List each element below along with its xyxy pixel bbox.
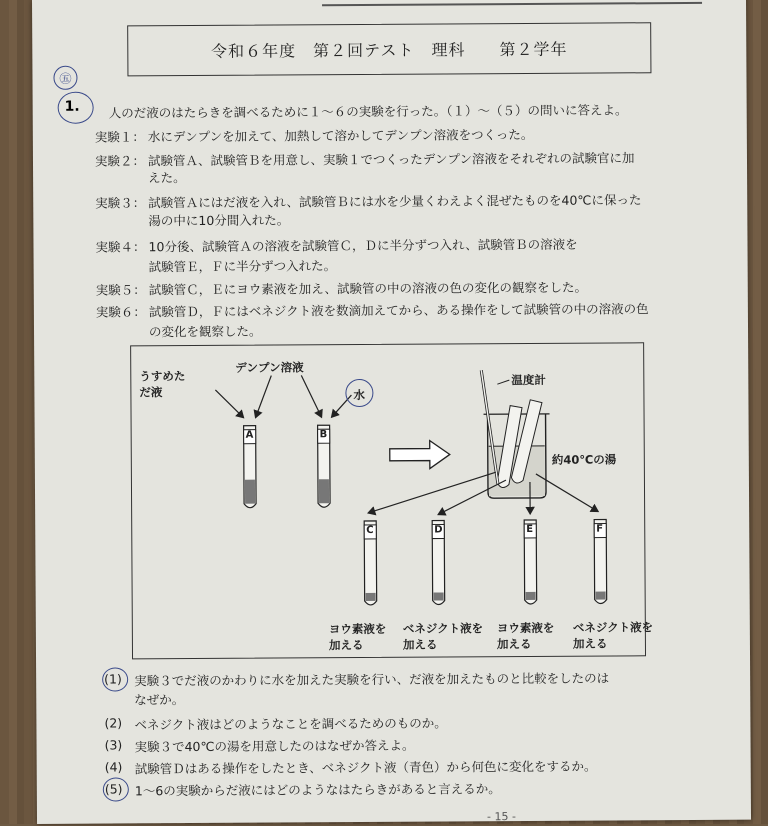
exp4-line2: 試験管Ｅ，Ｆに半分ずつ入れた。: [149, 256, 337, 275]
hot-water-label: 約40℃の湯: [552, 451, 617, 467]
figure-drawing: [131, 343, 645, 658]
starch-solution-label: デンプン溶液: [235, 359, 303, 375]
thermometer-label: 温度計: [511, 372, 546, 388]
exp3-line2: 湯の中に10分間入れた。: [148, 210, 289, 229]
water-label: 水: [353, 387, 365, 403]
exp4-line1: 10分後、試験管Ａの溶液を試験管Ｃ，Ｄに半分ずつ入れ、試験管Ｂの溶液を: [148, 235, 577, 256]
subq5-num: (5): [105, 781, 123, 796]
water-circle: [345, 379, 373, 407]
exp6-line1: 試験管Ｄ，Ｆにはベネジクト液を数滴加えてから、ある操作をして試験管の中の溶液の色: [149, 299, 649, 320]
exp1-line1: 水にデンプンを加えて、加熱して溶かしてデンプン溶液をつくった。: [148, 125, 534, 145]
reagent-e-2: 加える: [497, 636, 532, 652]
top-line: [322, 0, 702, 6]
reagent-e-1: ヨウ素液を: [497, 620, 555, 636]
page-number: - 15 -: [487, 810, 516, 823]
tube-label-a: A: [246, 430, 254, 441]
tube-label-c: C: [366, 525, 373, 536]
exam-sheet: [32, 0, 751, 824]
subq5-line1: 1～6の実験からだ液にはどのようなはたらきがあると言えるか。: [135, 779, 501, 799]
question-number: 1.: [65, 99, 80, 115]
subq1-line2: なぜか。: [134, 690, 184, 708]
beaker: [481, 370, 550, 498]
exp6-label: 実験６：: [96, 302, 146, 320]
reagent-c-1: ヨウ素液を: [329, 621, 387, 637]
reagent-f-1: ベネジクト液を: [573, 619, 653, 635]
exp5-label: 実験５：: [96, 280, 146, 298]
reagent-c-2: 加える: [329, 637, 364, 653]
exp3-line1: 試験管Ａにはだ液を入れ、試験管Ｂには水を少量くわえよく混ぜたものを40℃に保った: [148, 190, 641, 211]
reagent-d-2: 加える: [403, 637, 438, 653]
handwritten-score-mark: ㊄: [59, 69, 71, 86]
exp3-label: 実験３：: [95, 193, 145, 211]
process-arrow: [390, 440, 450, 468]
exp5-line1: 試験管Ｃ，Ｅにヨウ素液を加え、試験管の中の溶液の色の変化の観察をした。: [149, 278, 587, 299]
exp6-line2: の変化を観察した。: [149, 322, 262, 341]
handwritten-score-circle: [53, 66, 77, 90]
exp1-label: 実験１：: [95, 127, 145, 145]
exp2-label: 実験２：: [95, 151, 145, 169]
reagent-f-2: 加える: [573, 635, 608, 651]
subq3-num: (3): [105, 737, 123, 752]
tube-label-b: B: [320, 429, 328, 440]
tube-label-f: F: [596, 524, 603, 535]
tube-label-d: D: [434, 525, 442, 536]
subq1-num: (1): [104, 671, 122, 686]
subq4-num: (4): [105, 759, 123, 774]
subq1-line1: 実験３でだ液のかわりに水を加えた実験を行い、だ液を加えたものと比較をしたのは: [134, 668, 609, 689]
question-intro: 人のだ液のはたらきを調べるために１～６の実験を行った。（１）～（５）の問いに答えよ。: [109, 100, 628, 121]
experiment-figure: [130, 342, 646, 659]
reagent-d-1: ベネジクト液を: [403, 620, 483, 636]
exp4-label: 実験４：: [95, 237, 145, 255]
tube-label-e: E: [526, 524, 533, 535]
subq2-line1: ベネジクト液はどのようなことを調べるためのものか。: [134, 713, 446, 733]
exam-title: 令和６年度 第２回テスト 理科 第２学年: [127, 22, 651, 76]
subq2-num: (2): [104, 715, 122, 730]
subq4-line1: 試験管Ｄはある操作をしたとき、ベネジクト液（青色）から何色に変化をするか。: [135, 757, 597, 778]
exp2-line2: えた。: [148, 168, 186, 186]
exp2-line1: 試験管Ａ、試験管Ｂを用意し、実験１でつくったデンプン溶液をそれぞれの試験官に加: [148, 148, 635, 169]
diluted-saliva-label-1: うすめた: [139, 368, 185, 384]
subq3-line1: 実験３で40℃の湯を用意したのはなぜか答えよ。: [135, 736, 415, 756]
diluted-saliva-label-2: だ液: [139, 384, 162, 400]
